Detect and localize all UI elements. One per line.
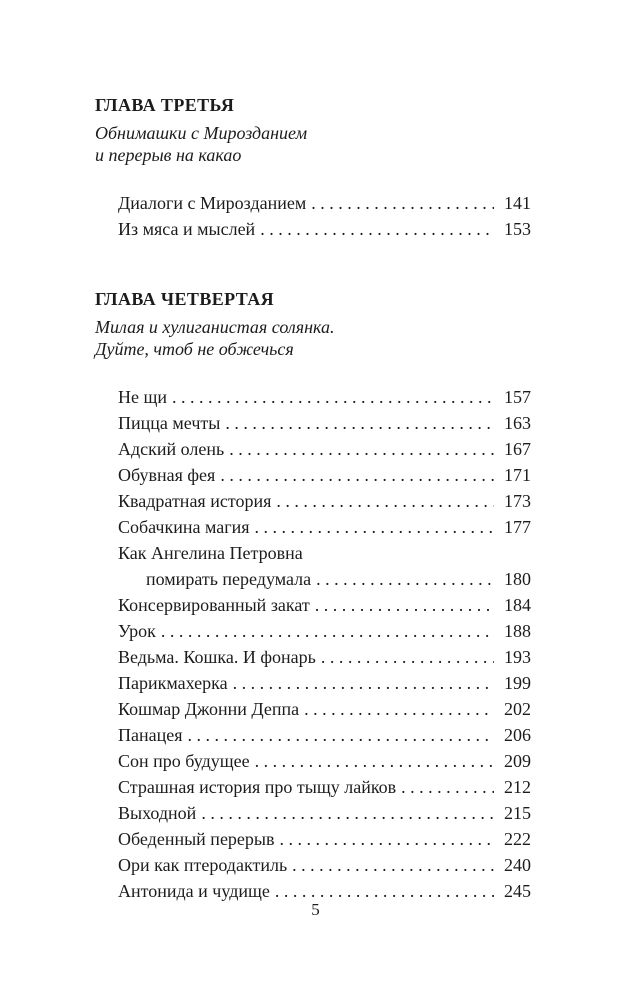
toc-entry-title: Консервированный закат: [118, 595, 310, 615]
toc-entry-title: Страшная история про тыщу лайков: [118, 777, 397, 797]
dot-leader: [255, 514, 494, 540]
toc-entry-page: 209: [504, 751, 531, 771]
toc-entry-title: Ори как птеродактиль: [118, 855, 288, 875]
toc-entry-page: 212: [504, 777, 531, 797]
dot-leader: [260, 216, 494, 242]
toc-entry-page: 193: [504, 647, 531, 667]
dot-leader: [225, 410, 494, 436]
chapter-subtitle-line: Милая и хулиганистая солянка.: [95, 317, 335, 337]
dot-leader: [315, 592, 494, 618]
toc-entry: [118, 670, 531, 696]
toc-entry-page: 177: [504, 517, 531, 537]
toc-entry-title: Панацея: [118, 725, 183, 745]
toc-entry-title: Парикмахерка: [118, 673, 228, 693]
toc-entry-page: 202: [504, 699, 531, 719]
dot-leader: [220, 462, 494, 488]
dot-leader: [401, 774, 494, 800]
chapter-subtitle-line: Обнимашки с Мирозданием: [95, 123, 308, 143]
toc-entry-title: Антонида и чудище: [118, 881, 270, 901]
dot-leader: [311, 190, 494, 216]
chapter-subtitle-line: Дуйте, чтоб не обжечься: [95, 339, 294, 359]
toc-entry: [118, 514, 531, 540]
toc-entry-list: [118, 384, 531, 904]
toc-entry: [118, 852, 531, 878]
toc-entry: [118, 644, 531, 670]
toc-entry: [118, 436, 531, 462]
dot-leader: [161, 618, 494, 644]
toc-entry: [118, 592, 531, 618]
toc-section: [95, 94, 531, 242]
toc-entry-page: 222: [504, 829, 531, 849]
toc-entry-page: 167: [504, 439, 531, 459]
toc-entry-page: 180: [504, 569, 531, 589]
toc-entry-page: 199: [504, 673, 531, 693]
toc-entry-page: 153: [504, 219, 531, 239]
toc-entry: [118, 216, 531, 242]
toc-entry: [118, 384, 531, 410]
dot-leader: [233, 670, 494, 696]
dot-leader: [276, 488, 494, 514]
toc-entry: [118, 696, 531, 722]
toc-entry-title: Пицца мечты: [118, 413, 221, 433]
toc-entry-page: 240: [504, 855, 531, 875]
toc-entry-title: помирать передумала: [146, 569, 312, 589]
dot-leader: [255, 748, 494, 774]
dot-leader: [292, 852, 494, 878]
toc-entry-page: 173: [504, 491, 531, 511]
toc-entry-page: 157: [504, 387, 531, 407]
toc-entry: [118, 462, 531, 488]
toc-entry-page: 184: [504, 595, 531, 615]
dot-leader: [188, 722, 494, 748]
toc-entry: [118, 488, 531, 514]
toc-entry-page: 206: [504, 725, 531, 745]
toc-entry: [118, 722, 531, 748]
dot-leader: [201, 800, 494, 826]
toc-entry-title: Обувная фея: [118, 465, 216, 485]
dot-leader: [316, 566, 494, 592]
toc-entry-page: 215: [504, 803, 531, 823]
toc-entry-title: Урок: [118, 621, 156, 641]
dot-leader: [172, 384, 494, 410]
toc-entry: [118, 190, 531, 216]
page-number: 5: [311, 900, 320, 919]
toc-entry: [118, 566, 531, 592]
dot-leader: [280, 826, 494, 852]
dot-leader: [321, 644, 494, 670]
chapter-subtitle: [95, 122, 531, 166]
toc-entry-page: 141: [504, 193, 531, 213]
toc-entry-title: Квадратная история: [118, 491, 272, 511]
dot-leader: [304, 696, 494, 722]
toc-entry-title: Выходной: [118, 803, 197, 823]
chapter-subtitle: [95, 316, 531, 360]
toc-entry-page: 188: [504, 621, 531, 641]
chapter-heading: ГЛАВА ТРЕТЬЯ: [95, 95, 235, 115]
toc-entry: [118, 800, 531, 826]
toc-entry-title: Не щи: [118, 387, 167, 407]
toc-entry-title: Адский олень: [118, 439, 225, 459]
toc-entry: [118, 410, 531, 436]
dot-leader: [229, 436, 494, 462]
toc-entry: [118, 618, 531, 644]
toc-entry-page: 245: [504, 881, 531, 901]
toc-entry-title: Ведьма. Кошка. И фонарь: [118, 647, 316, 667]
toc-entry: [118, 774, 531, 800]
toc-entry: [118, 748, 531, 774]
toc-entry-page: 163: [504, 413, 531, 433]
toc-entry-list: [118, 190, 531, 242]
toc-sections: [95, 94, 531, 904]
toc-section: [95, 288, 531, 904]
toc-entry-title: Диалоги с Мирозданием: [118, 193, 307, 213]
toc-entry-title: Из мяса и мыслей: [118, 219, 256, 239]
chapter-subtitle-line: и перерыв на какао: [95, 145, 242, 165]
toc-entry-title: Кошмар Джонни Деппа: [118, 699, 300, 719]
toc-entry: [118, 826, 531, 852]
toc-entry-page: 171: [504, 465, 531, 485]
toc-entry-title: Собачкина магия: [118, 517, 250, 537]
toc-entry-title: Обеденный перерыв: [118, 829, 275, 849]
toc-entry-title-line1: Как Ангелина Петровна: [118, 543, 303, 563]
chapter-heading: ГЛАВА ЧЕТВЕРТАЯ: [95, 289, 275, 309]
toc-entry-title: Сон про будущее: [118, 751, 250, 771]
